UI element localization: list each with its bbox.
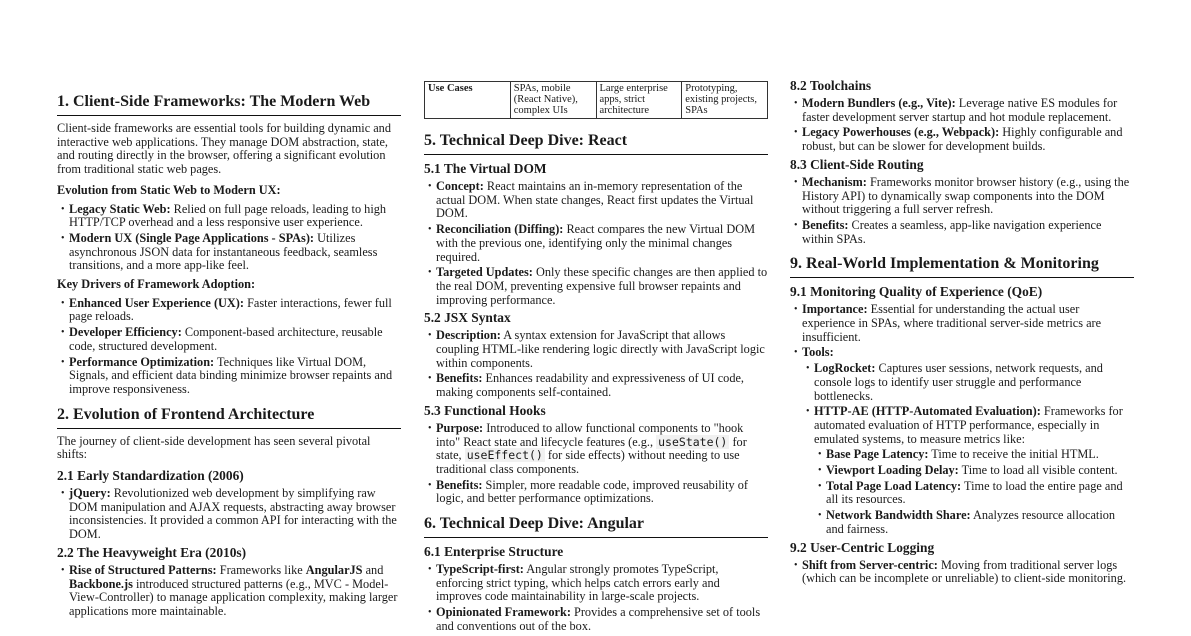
section-intro-paragraph: The journey of client-side development has seen several pivotal shifts:	[57, 433, 371, 462]
column-2	[424, 0, 768, 636]
subsection-title-enterprise-structure: 6.1 Enterprise Structure	[424, 544, 564, 560]
client-side-routing-list	[790, 176, 1134, 247]
list-item	[790, 219, 1134, 246]
list-item	[424, 422, 768, 477]
item-text: Frameworks for automated evaluation of HTTP performance, especially in emulated systems, to measure metrics like:	[814, 404, 1123, 446]
list-item	[57, 232, 401, 273]
subsection-title-functional-hooks: 5.3 Functional Hooks	[424, 402, 546, 418]
code-useeffect: useEffect()	[466, 448, 543, 463]
subsection-title-monitoring-qoe: 9.1 Monitoring Quality of Experience (QoE)	[790, 284, 1043, 300]
item-text: A syntax extension for JavaScript that allows coupling HTML-like rendering logic directly with JavaScript logic within components.	[436, 328, 765, 370]
item-text: Relied on full page reloads, leading to high HTTP/TCP overhead and a less responsive user experience.	[69, 201, 387, 230]
item-term: Concept:	[436, 179, 484, 193]
drivers-list	[57, 297, 401, 397]
list-item	[790, 346, 1134, 536]
item-text: and	[362, 562, 384, 577]
list-item	[814, 464, 1134, 478]
item-text: Angular strongly promotes TypeScript, enforcing strict typing, which helps catch errors early and improves code maintainability in large-scale projects.	[436, 562, 720, 604]
list-item	[424, 372, 768, 399]
table-cell: Large enterprise apps, strict architecture	[596, 82, 682, 119]
heavyweight-era-list	[57, 564, 401, 619]
column-1	[57, 0, 401, 621]
functional-hooks-list	[424, 422, 768, 506]
item-term: Enhanced User Experience (UX):	[69, 295, 244, 310]
list-item	[802, 362, 1134, 403]
virtual-dom-list	[424, 180, 768, 307]
tools-list	[802, 362, 1134, 536]
list-item	[57, 297, 401, 324]
list-item	[57, 356, 401, 397]
item-text: Revolutionized web development by simplifying raw DOM manipulation and AJAX requests, abstracting away browser inconsistencies. It provided a common API for interacting with the DOM.	[69, 486, 397, 542]
list-item	[57, 487, 401, 542]
metrics-list	[814, 448, 1134, 536]
list-item	[814, 448, 1134, 462]
item-term: jQuery:	[69, 486, 111, 501]
subsection-title-heavyweight-era: 2.2 The Heavyweight Era (2010s)	[57, 544, 247, 560]
item-text: Provides a comprehensive set of tools and conventions out of the box.	[436, 605, 761, 633]
list-item	[57, 203, 401, 230]
section-title-react-deep-dive: 5. Technical Deep Dive: React	[424, 132, 768, 155]
item-text: Simpler, more readable code, improved reusability of logic, and better performance optimizations.	[436, 477, 748, 506]
list-item	[57, 564, 401, 619]
item-text: Time to load the entire page and all its resources.	[826, 478, 1123, 507]
drivers-heading: Key Drivers of Framework Adoption:	[57, 277, 256, 292]
item-text: Introduced to allow functional components to "hook into" React state and lifecycle features (e.g.,	[436, 420, 744, 449]
item-text: Utilizes asynchronous JSON data for instantaneous feedback, seamless transitions, and a more app-like feel.	[69, 230, 378, 273]
item-term: HTTP-AE (HTTP-Automated Evaluation):	[814, 404, 1041, 419]
item-term: Modern UX (Single Page Applications - SPAs):	[69, 230, 315, 245]
jsx-syntax-list	[424, 329, 768, 400]
section-title-real-world-monitoring: 9. Real-World Implementation & Monitoring	[790, 255, 1134, 278]
item-text: Component-based architecture, reusable code, structured development.	[69, 325, 383, 353]
list-item	[790, 303, 1134, 344]
list-item	[790, 176, 1134, 217]
subsection-title-jsx-syntax: 5.2 JSX Syntax	[424, 310, 511, 326]
item-term: Shift from Server-centric:	[802, 557, 938, 572]
framework-name-backbonejs: Backbone.js	[69, 576, 133, 591]
table-cell: Prototyping, existing projects, SPAs	[682, 82, 768, 119]
item-text: React maintains an in-memory representation of the actual DOM. When state changes, React first updates the Virtual DOM.	[436, 179, 754, 221]
list-item	[802, 405, 1134, 536]
section-title-evolution-frontend: 2. Evolution of Frontend Architecture	[57, 406, 401, 429]
item-term: Legacy Powerhouses (e.g., Webpack):	[802, 125, 1000, 140]
item-term: Rise of Structured Patterns:	[69, 562, 217, 577]
item-text: Captures user sessions, network requests, and console logs to identify user struggle and performance bottlenecks.	[814, 361, 1103, 403]
evolution-heading: Evolution from Static Web to Modern UX:	[57, 182, 281, 197]
code-usestate: useState()	[658, 434, 728, 449]
list-item	[424, 329, 768, 370]
item-term: Network Bandwidth Share:	[826, 508, 971, 523]
monitoring-qoe-list	[790, 303, 1134, 536]
subsection-title-toolchains: 8.2 Toolchains	[790, 78, 872, 93]
table-row-header: Use Cases	[425, 82, 511, 119]
list-item	[424, 223, 768, 264]
item-term: Viewport Loading Delay:	[826, 463, 959, 478]
item-text: Frameworks like	[216, 562, 306, 577]
list-item	[790, 559, 1134, 586]
item-term: Legacy Static Web:	[69, 201, 171, 216]
item-term: Developer Efficiency:	[69, 325, 182, 340]
item-text: Leverage native ES modules for faster development server startup and hot module replacement.	[802, 96, 1118, 124]
item-term: Importance:	[802, 302, 868, 317]
item-text: Time to receive the initial HTML.	[928, 447, 1099, 462]
user-centric-logging-list	[790, 559, 1134, 586]
item-term: Reconciliation (Diffing):	[436, 222, 564, 237]
item-text: Time to load all visible content.	[958, 463, 1118, 478]
item-term: Base Page Latency:	[826, 447, 929, 462]
subsection-title-client-side-routing: 8.3 Client-Side Routing	[790, 156, 924, 172]
item-text: introduced structured patterns (e.g., MVC - Model-View-Controller) to manage application complexity, making larger applications more maintainable.	[69, 576, 398, 618]
item-term: Benefits:	[802, 217, 849, 232]
item-term: Modern Bundlers (e.g., Vite):	[802, 96, 956, 110]
item-text: Analyzes resource allocation and fairness.	[826, 508, 1116, 536]
list-item	[790, 97, 1134, 124]
subsection-title-early-standardization: 2.1 Early Standardization (2006)	[57, 468, 244, 484]
list-item	[424, 479, 768, 506]
framework-name-angularjs: AngularJS	[305, 562, 363, 577]
enterprise-structure-list	[424, 563, 768, 634]
item-term: Total Page Load Latency:	[826, 478, 962, 493]
item-text: Enhances readability and expressiveness of UI code, making components self-contained.	[436, 371, 745, 400]
item-term: Targeted Updates:	[436, 265, 533, 280]
column-3	[790, 0, 1134, 588]
list-item	[814, 509, 1134, 536]
item-term: LogRocket:	[814, 361, 876, 376]
item-text: Faster interactions, fewer full page reloads.	[69, 295, 392, 324]
item-term: Opinionated Framework:	[436, 605, 571, 620]
item-text: React compares the new Virtual DOM with the previous one, identifying only the minimal changes required.	[436, 222, 756, 264]
list-item	[57, 326, 401, 353]
item-term: Performance Optimization:	[69, 354, 215, 369]
section-title-client-side-frameworks: 1. Client-Side Frameworks: The Modern Web	[57, 93, 401, 116]
item-text: Highly configurable and robust, but can be slower for development builds.	[802, 125, 1123, 154]
section-title-angular-deep-dive: 6. Technical Deep Dive: Angular	[424, 515, 768, 538]
list-item	[424, 180, 768, 221]
section-intro-paragraph: Client-side frameworks are essential tools for building dynamic and interactive web applications. They manage DOM abstraction, state, and routing directly in the browser, offering a significant evolution from traditional static web pages.	[57, 121, 391, 177]
item-text: Moving from traditional server logs (which can be incomplete or unreliable) to client-side monitoring.	[802, 557, 1127, 586]
item-term: TypeScript-first:	[436, 562, 524, 577]
item-term: Benefits:	[436, 371, 483, 386]
item-term: Purpose:	[436, 420, 484, 435]
item-text: Essential for understanding the actual user experience in SPAs, where traditional server-side metrics are insufficient.	[802, 302, 1102, 344]
list-item	[424, 606, 768, 633]
item-text: Creates a seamless, app-like navigation experience within SPAs.	[802, 217, 1102, 246]
list-item	[424, 266, 768, 307]
early-standardization-list	[57, 487, 401, 542]
item-term: Mechanism:	[802, 174, 867, 189]
table-cell: SPAs, mobile (React Native), complex UIs	[510, 82, 596, 119]
item-text: Techniques like Virtual DOM, Signals, and efficient data binding minimize browser repaints and improve responsiveness.	[69, 354, 393, 396]
list-item	[424, 563, 768, 604]
evolution-list	[57, 203, 401, 274]
item-term: Description:	[436, 328, 501, 343]
item-text: Frameworks monitor browser history (e.g., using the History API) to dynamically swap components into the DOM without triggering a full server refresh.	[802, 174, 1130, 217]
subsection-title-user-centric-logging: 9.2 User-Centric Logging	[790, 539, 935, 555]
item-term: Benefits:	[436, 477, 483, 492]
toolchains-list	[790, 97, 1134, 154]
subsection-title-virtual-dom: 5.1 The Virtual DOM	[424, 161, 547, 176]
table-row	[425, 82, 768, 119]
tools-label: Tools:	[802, 345, 834, 360]
use-cases-table	[424, 81, 768, 119]
list-item	[790, 126, 1134, 153]
item-text: for side effects) without needing to use traditional class components.	[436, 448, 740, 476]
list-item	[814, 480, 1134, 507]
item-text: Only these specific changes are then applied to the real DOM, preventing expensive full browser repaints and improving performance.	[436, 265, 768, 307]
item-text: for state,	[436, 434, 747, 463]
